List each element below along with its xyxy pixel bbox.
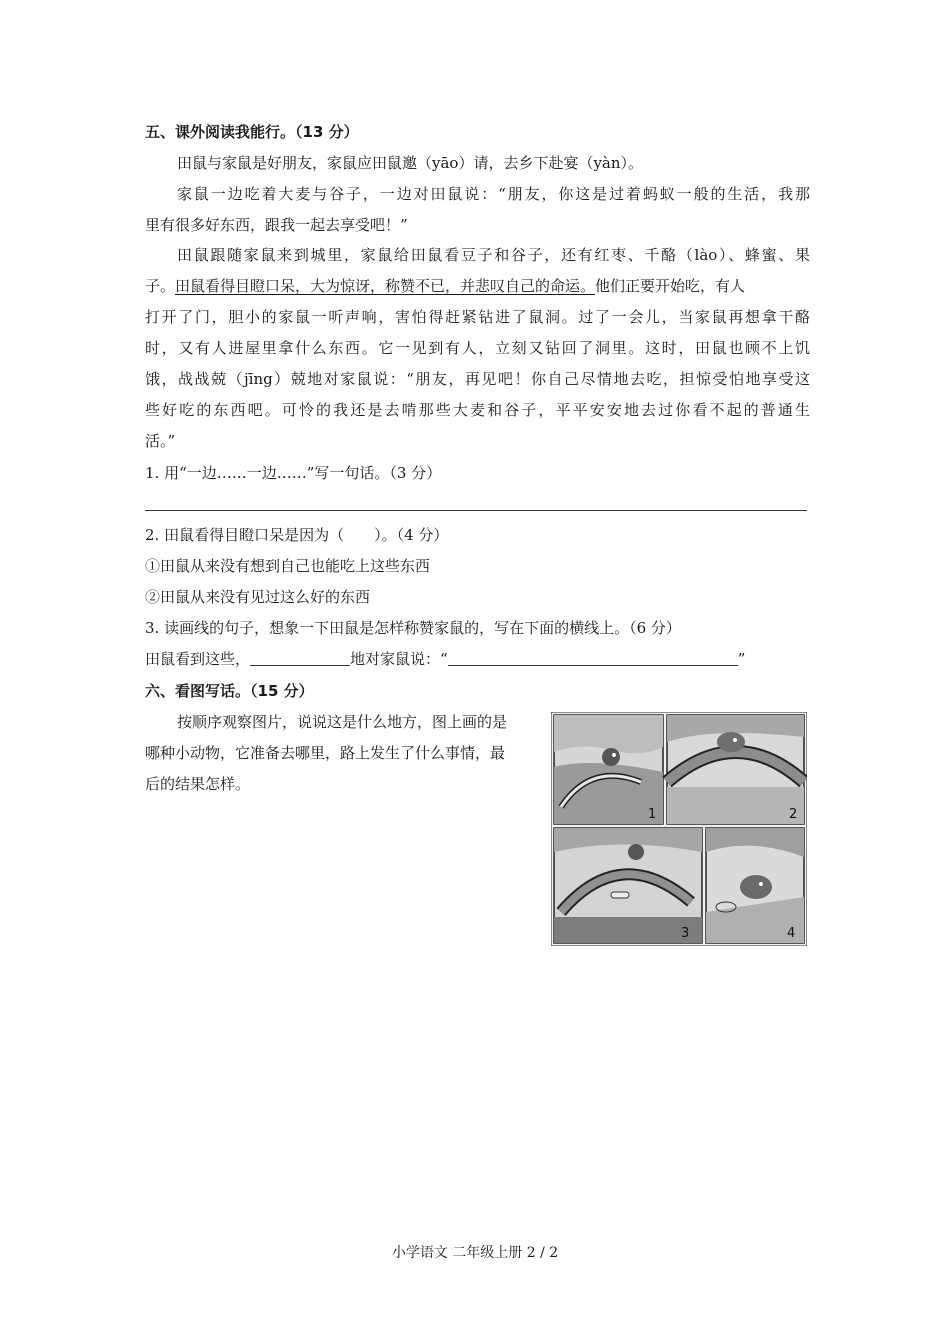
blank-manner[interactable] (250, 651, 350, 666)
panel-number: 4 (787, 926, 796, 941)
section6-heading: 六、看图写话。（15 分） (145, 682, 314, 700)
paragraph-3-line-7: 活。” (145, 432, 176, 450)
question-2-option-1: ①田鼠从来没有想到自己也能吃上这些东西 (145, 557, 431, 575)
paragraph-3-line-3: 打开了门，胆小的家鼠一听声响，害怕得赶紧钻进了鼠洞。过了一会儿，当家鼠再想拿干酪 (145, 308, 810, 326)
answer-line[interactable] (145, 510, 807, 511)
comic-panel (554, 715, 663, 824)
panel-number: 2 (789, 807, 798, 822)
text-segment: 田鼠看到这些， (145, 650, 251, 668)
section6-line-3: 后的结果怎样。 (145, 775, 251, 793)
paragraph-3-line-1: 田鼠跟随家鼠来到城里，家鼠给田鼠看豆子和谷子，还有红枣、千酪（lào）、蜂蜜、果 (177, 246, 810, 264)
paragraph-2-line-1: 家鼠一边吃着大麦与谷子，一边对田鼠说：“朋友，你这是过着蚂蚁一般的生活，我那 (177, 185, 810, 203)
page-footer: 小学语文 二年级上册 2 / 2 (391, 1245, 559, 1261)
text-segment: 他们正要开始吃，有人 (595, 277, 746, 295)
question-3: 3. 读画线的句子，想象一下田鼠是怎样称赞家鼠的，写在下面的横线上。（6 分） (145, 619, 681, 637)
underlined-sentence: 田鼠看得目瞪口呆，大为惊讶，称赞不已，并悲叹自己的命运。 (175, 277, 596, 295)
section6-line-1: 按顺序观察图片，说说这是什么地方，图上画的是 (177, 713, 508, 731)
blank-speech[interactable] (448, 651, 738, 666)
panel-number: 1 (648, 807, 657, 822)
question-3-fill (145, 649, 810, 669)
paragraph-3-line-4: 时，又有人进屋里拿什么东西。它一见到有人，立刻又钻回了洞里。这时，田鼠也顾不上饥 (145, 339, 810, 357)
text-segment: ” (737, 650, 746, 668)
comic-picture (551, 712, 807, 946)
panel-number: 3 (681, 926, 690, 941)
question-2-option-2: ②田鼠从来没有见过这么好的东西 (145, 588, 371, 606)
section5-heading: 五、课外阅读我能行。（13 分） (145, 123, 359, 141)
paragraph-2-line-2: 里有很多好东西，跟我一起去享受吧！” (145, 216, 408, 234)
question-2: 2. 田鼠看得目瞪口呆是因为（ ）。（4 分） (145, 526, 449, 544)
section6-line-2: 哪种小动物，它准备去哪里，路上发生了什么事情，最 (145, 744, 506, 762)
paragraph-3-line-6: 些好吃的东西吧。可怜的我还是去啃那些大麦和谷子，平平安安地去过你看不起的普通生 (145, 401, 810, 419)
comic-panel (554, 828, 702, 943)
text-segment: 子。 (145, 277, 176, 295)
paragraph-3-line-5: 饿，战战兢（jīng）兢地对家鼠说：“朋友，再见吧！你自己尽情地去吃，担惊受怕地享受这 (145, 370, 810, 388)
paragraph-3-line-2 (145, 276, 810, 296)
comic-panel (667, 715, 804, 824)
paragraph-1: 田鼠与家鼠是好朋友，家鼠应田鼠邀（yāo）请，去乡下赴宴（yàn）。 (177, 154, 644, 172)
text-segment: 地对家鼠说：“ (350, 650, 448, 668)
question-1: 1. 用“一边……一边……”写一句话。（3 分） (145, 464, 442, 482)
